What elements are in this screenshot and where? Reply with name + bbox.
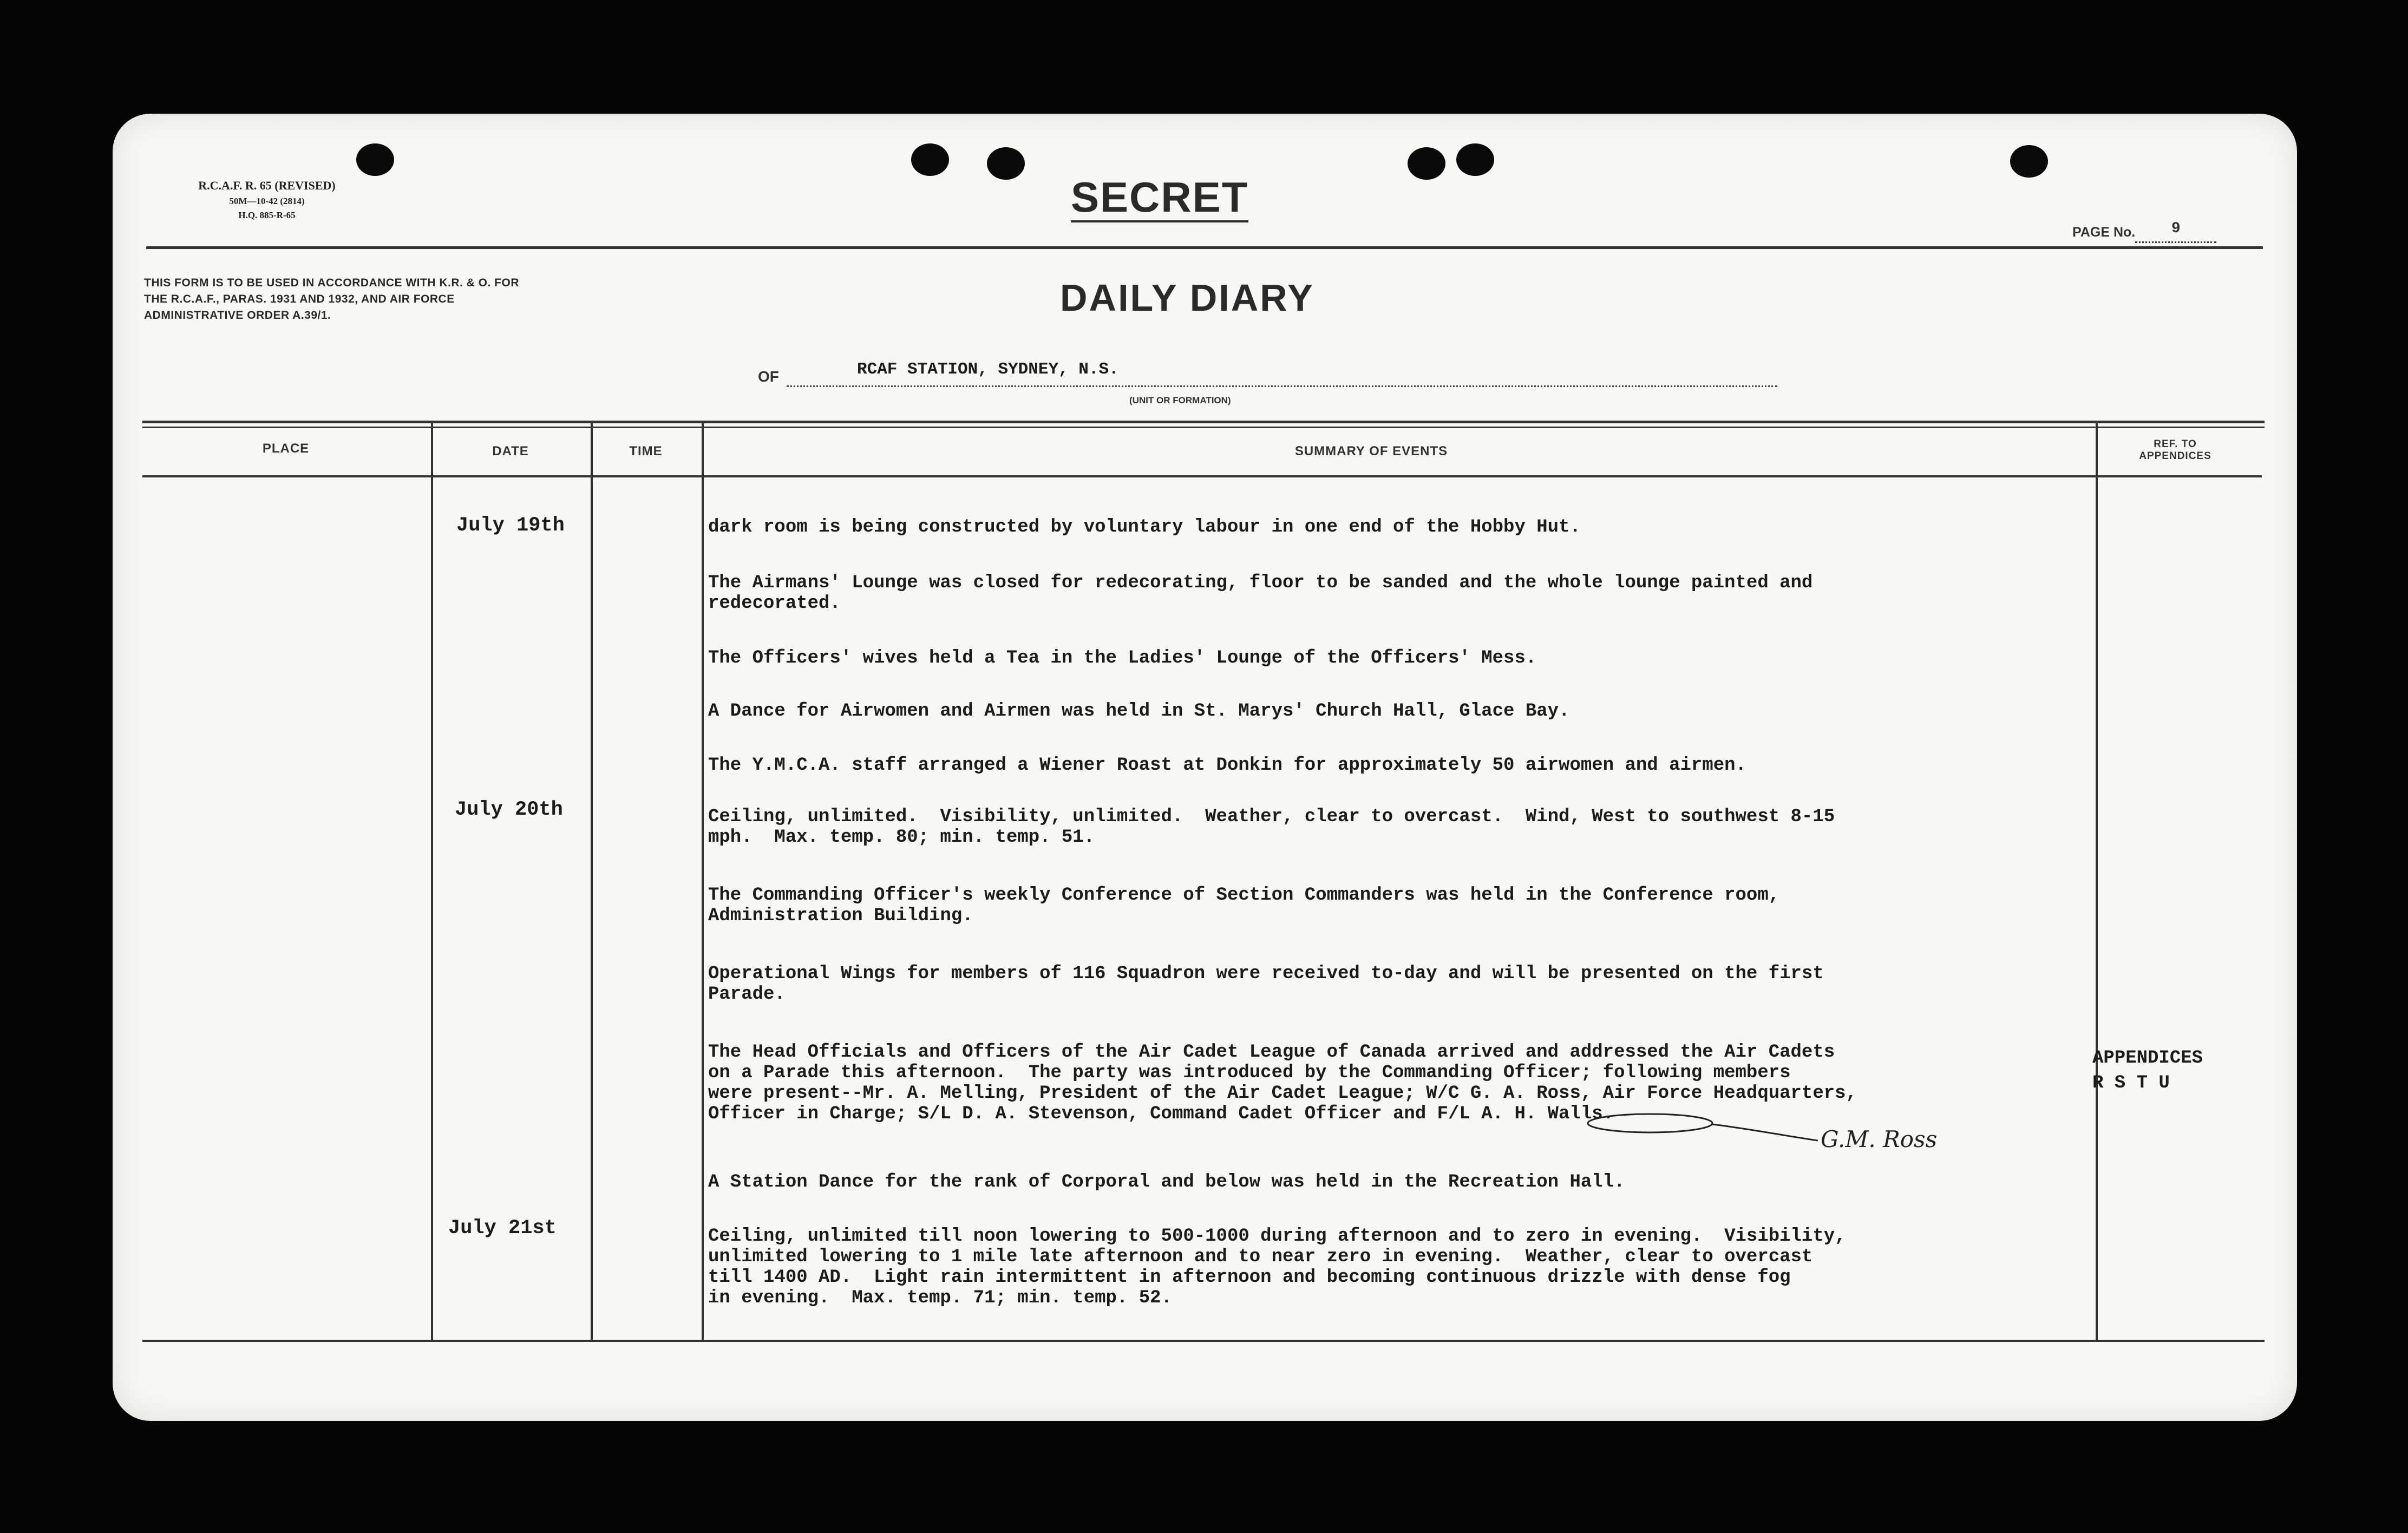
unit-of-label: OF xyxy=(758,368,779,385)
column-header-date: DATE xyxy=(492,444,529,458)
diary-form-card xyxy=(113,114,2297,1421)
page-number-label: PAGE No. xyxy=(2072,225,2136,240)
diary-entry: The Commanding Officer's weekly Conference of Section Commanders was held in the Conference room, Administration Building. xyxy=(708,885,1780,926)
usage-notice: THIS FORM IS TO BE USED IN ACCORDANCE WITH K.R. & O. FOR THE R.C.A.F., PARAS. 1931 AND 1932, AND AIR FORCE ADMINISTRATIVE ORDER A.39/1. xyxy=(144,277,520,322)
table-top-rule-inner xyxy=(142,427,2265,428)
column-header-place: PLACE xyxy=(262,441,310,456)
unit-caption: (UNIT OR FORMATION) xyxy=(1129,395,1231,405)
date-july-21: July 21st xyxy=(448,1217,557,1240)
diary-entry: The Head Officials and Officers of the Air Cadet League of Canada arrived and addressed the Air Cadets on a Parade this afternoon. The party was introduced by the Commanding Officer; following members were present--Mr. A. Melling, President of the Air Cadet League; W/C G. A. Ross, Air Force Headquarters, Officer in Charge; S/L D. A. Stevenson, Command Cadet Officer and F/L A. H. Walls. xyxy=(708,1042,1857,1124)
column-header-summary: SUMMARY OF EVENTS xyxy=(1294,444,1448,458)
punch-hole xyxy=(911,143,949,176)
page-number-value: 9 xyxy=(2171,220,2181,237)
punch-hole xyxy=(1408,147,1445,180)
header-rule xyxy=(146,246,2263,249)
diary-entry: The Officers' wives held a Tea in the Ladies' Lounge of the Officers' Mess. xyxy=(708,648,1537,669)
punch-hole xyxy=(356,143,394,176)
divider-time-summary xyxy=(702,423,704,1341)
form-ref-line-1: R.C.A.F. R. 65 (REVISED) xyxy=(198,179,336,192)
reference-header-line-1: REF. TO xyxy=(2154,438,2197,450)
appendices-reference xyxy=(2092,1046,2203,1096)
form-ref-line-3: H.Q. 885-R-65 xyxy=(238,210,296,220)
diary-entry: A Dance for Airwomen and Airmen was held in St. Marys' Church Hall, Glace Bay. xyxy=(708,701,1570,722)
unit-dotted-line xyxy=(787,385,1777,387)
diary-entry: A Station Dance for the rank of Corporal and below was held in the Recreation Hall. xyxy=(708,1172,1625,1193)
appendices-label: APPENDICES xyxy=(2092,1048,2203,1069)
appendices-letters: R S T U xyxy=(2092,1073,2170,1093)
reference-header-line-2: APPENDICES xyxy=(2139,450,2211,462)
form-ref-line-2: 50M—10-42 (2814) xyxy=(229,196,305,206)
column-header-time: TIME xyxy=(629,444,663,458)
punch-hole xyxy=(2010,145,2048,178)
punch-hole xyxy=(1456,143,1494,176)
divider-date-time xyxy=(591,423,593,1341)
form-title: DAILY DIARY xyxy=(1060,277,1314,319)
diary-entry: Ceiling, unlimited. Visibility, unlimited. Weather, clear to overcast. Wind, West to southwest 8-15 mph. Max. temp. 80; min. temp. 51. xyxy=(708,807,1835,848)
punch-hole xyxy=(987,147,1025,180)
divider-place-date xyxy=(431,423,433,1341)
form-reference xyxy=(148,179,386,221)
date-july-19: July 19th xyxy=(456,514,565,537)
column-header-reference xyxy=(2094,438,2256,462)
diary-entry: The Airmans' Lounge was closed for redecorating, floor to be sanded and the whole lounge painted and redecorated. xyxy=(708,573,1813,614)
classification-heading: SECRET xyxy=(1071,176,1248,222)
divider-summary-reference xyxy=(2096,423,2098,1341)
date-july-20: July 20th xyxy=(455,798,563,821)
header-bottom-rule xyxy=(142,475,2262,477)
table-bottom-rule xyxy=(142,1340,2265,1342)
handwritten-note: G.M. Ross xyxy=(1821,1126,1938,1152)
table-top-rule xyxy=(142,421,2265,423)
page-number-field xyxy=(2072,220,2216,243)
diary-entry: Operational Wings for members of 116 Squadron were received to-day and will be presented on the first Parade. xyxy=(708,964,1824,1005)
diary-entry: The Y.M.C.A. staff arranged a Wiener Roast at Donkin for approximately 50 airwomen and airmen. xyxy=(708,755,1746,776)
unit-value: RCAF STATION, SYDNEY, N.S. xyxy=(857,360,1119,379)
diary-entry: Ceiling, unlimited till noon lowering to 500-1000 during afternoon and to zero in evening. Visibility, unlimited lowering to 1 mile late afternoon and to near zero in evening. Weather, clear to overcast till 1400 AD. Light rain intermittent in afternoon and becoming continuous drizzle with dense fog in evening. Max. temp. 71; min. temp. 52. xyxy=(708,1226,1846,1308)
diary-entry: dark room is being constructed by voluntary labour in one end of the Hobby Hut. xyxy=(708,517,1581,538)
